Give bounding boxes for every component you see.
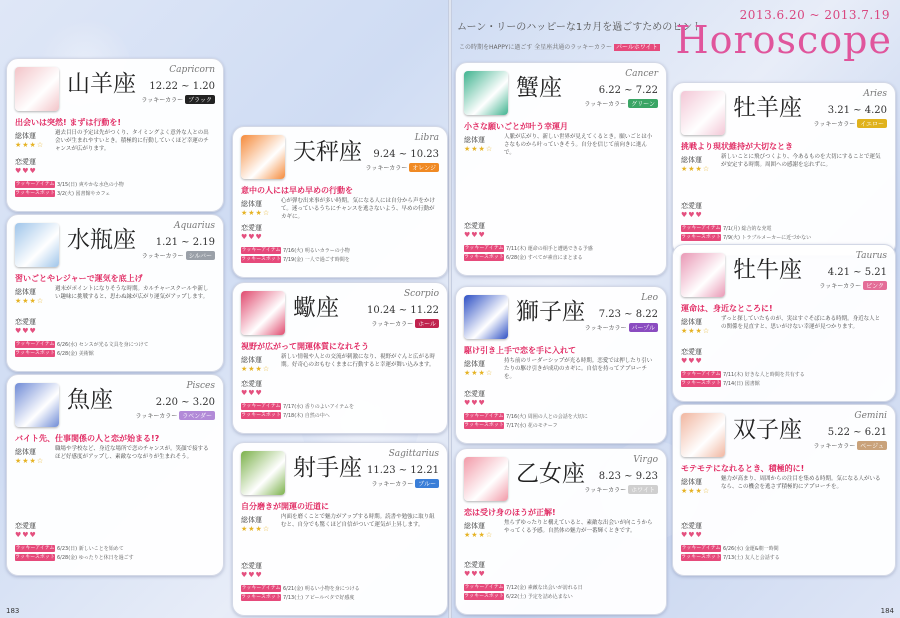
sign-image xyxy=(464,71,508,115)
page-title: Horoscope xyxy=(675,18,892,62)
love-rating: ♥♥♥ xyxy=(241,571,263,579)
lucky-color-badge: パープル xyxy=(629,323,658,332)
sign-reading: 焦らずゆったりと構えていると、素敵な出会いが向こうからやってくる予感。自然体の魅力が一番輝くときです。 xyxy=(504,520,653,534)
sign-name: 牡牛座 xyxy=(733,257,802,283)
lucky-spot-bar: ラッキースポット xyxy=(681,380,721,386)
love-label: 恋愛運 xyxy=(15,318,36,326)
sign-card-pisces xyxy=(6,374,224,576)
sign-reading: ずっと探していたものが、実はすぐそばにある時期。身近な人との関係を見直すと、思いがけない幸運が見つかります。 xyxy=(721,316,881,330)
overall-rating: ★★★☆ xyxy=(241,209,271,217)
sign-name: 天秤座 xyxy=(293,139,362,165)
lucky-day-2: 6/28(金) すべてが素直にまとまる xyxy=(506,255,583,261)
love-rating: ♥♥♥ xyxy=(464,399,486,407)
love-rating: ♥♥♥ xyxy=(15,327,37,335)
sign-reading: 心が弾む出来事が多い時期。気になる人には自分から声をかけて。迷っているうちにチャンスを逃さないよう、早めの行動がカギに。 xyxy=(281,198,436,220)
lucky-item-bar: ラッキーアイテム xyxy=(681,225,721,231)
lucky-color-label: ラッキーカラー xyxy=(135,413,178,420)
overall-rating: ★★★☆ xyxy=(681,487,711,495)
sign-headline: バイト先、仕事関係の人と恋が始まる!? xyxy=(15,434,160,443)
sign-image xyxy=(464,295,508,339)
sign-date-range: 11.23 ~ 12.21 xyxy=(367,465,439,476)
love-label: 恋愛運 xyxy=(464,561,485,569)
lucky-item-bar: ラッキーアイテム xyxy=(464,413,504,419)
sign-name: 双子座 xyxy=(733,417,802,443)
sign-date-range: 12.22 ~ 1.20 xyxy=(149,81,215,92)
sign-headline: 自分磨きが開運の近道に xyxy=(241,502,329,511)
sign-english-name: Aquarius xyxy=(173,221,215,231)
love-rating: ♥♥♥ xyxy=(241,389,263,397)
lucky-item-bar: ラッキーアイテム xyxy=(681,371,721,377)
love-label: 恋愛運 xyxy=(464,390,485,398)
sign-image xyxy=(241,451,285,495)
sign-name: 射手座 xyxy=(293,455,362,481)
sign-lucky-color xyxy=(141,95,215,104)
lucky-color-badge: シルバー xyxy=(186,251,215,260)
sign-reading: 新しい情報や人との交流が刺激になり、視野がぐんと広がる時期。好奇心のおもむくままに行動すると幸運が舞い込みます。 xyxy=(281,354,436,368)
love-rating: ♥♥♥ xyxy=(681,531,703,539)
lucky-color-label: ラッキーカラー xyxy=(371,321,414,328)
horoscope-header xyxy=(455,2,900,62)
sign-date-range: 1.21 ~ 2.19 xyxy=(155,237,215,248)
sign-english-name: Cancer xyxy=(625,69,658,79)
sign-date-range: 6.22 ~ 7.22 xyxy=(598,85,658,96)
love-label: 恋愛運 xyxy=(15,158,36,166)
overall-rating: ★★★☆ xyxy=(681,327,711,335)
lucky-item-bar: ラッキーアイテム xyxy=(241,247,281,253)
sign-card-libra xyxy=(232,126,448,278)
lucky-color-badge: グリーン xyxy=(628,99,658,108)
sign-date-range: 4.21 ~ 5.21 xyxy=(827,267,887,278)
lucky-color-badge: ホワイト xyxy=(628,485,658,494)
sign-lucky-color xyxy=(584,99,658,108)
sign-lucky-color xyxy=(813,119,887,128)
lucky-day-1: 6/26(水) センスが光る文具を身につけて xyxy=(57,342,149,348)
lucky-day-2: 3/2(火) 図書館やカフェ xyxy=(57,191,111,197)
overall-label: 総体運 xyxy=(464,136,485,144)
header-lucky-tag: パールホワイト xyxy=(615,44,658,51)
sign-name: 獅子座 xyxy=(516,299,585,325)
header-lucky-text: この時期をHAPPYに過ごす 全星座共通のラッキーカラー xyxy=(459,44,613,51)
lucky-spot-bar: ラッキースポット xyxy=(464,593,504,599)
overall-label: 総体運 xyxy=(681,156,702,164)
lucky-day-2: 7/19(金) 一人で過ごす時間を xyxy=(283,257,350,263)
sign-headline: 恋は受け身のほうが正解! xyxy=(464,508,556,517)
lucky-item-bar: ラッキーアイテム xyxy=(241,585,281,591)
sign-headline: 小さな願いごとが叶う幸運月 xyxy=(464,122,568,131)
sign-headline: 挑戦より現状維持が大切なとき xyxy=(681,142,793,151)
sign-english-name: Capricorn xyxy=(169,65,215,75)
lucky-item-bar: ラッキーアイテム xyxy=(241,403,281,409)
sign-lucky-color xyxy=(366,163,439,172)
lucky-item-bar: ラッキーアイテム xyxy=(15,545,55,551)
sign-english-name: Taurus xyxy=(855,251,887,261)
lucky-day-2: 6/22(土) 予定を詰め込まない xyxy=(506,594,573,600)
lucky-item-bar: ラッキーアイテム xyxy=(15,341,55,347)
lucky-spot-bar: ラッキースポット xyxy=(15,190,55,196)
sign-date-range: 10.24 ~ 11.22 xyxy=(367,305,439,316)
overall-rating: ★★★☆ xyxy=(241,525,271,533)
lucky-spot-bar: ラッキースポット xyxy=(15,350,55,356)
overall-label: 総体運 xyxy=(464,360,485,368)
lucky-color-label: ラッキーカラー xyxy=(141,97,184,104)
lucky-day-1: 7/1(月) 総合的な充電 xyxy=(723,226,772,232)
lucky-spot-bar: ラッキースポット xyxy=(15,554,55,560)
lucky-spot-bar: ラッキースポット xyxy=(241,412,281,418)
love-label: 恋愛運 xyxy=(241,224,262,232)
overall-label: 総体運 xyxy=(241,516,262,524)
lucky-color-badge: ホール xyxy=(415,319,439,328)
sign-english-name: Sagittarius xyxy=(388,449,439,459)
lucky-day-2: 7/17(水) 花のモチーフ xyxy=(506,423,558,429)
lucky-color-badge: ピンク xyxy=(863,281,887,290)
sign-card-virgo xyxy=(455,448,667,615)
sign-english-name: Scorpio xyxy=(404,289,439,299)
lucky-day-1: 6/26(水) 金運&朝一時間 xyxy=(723,546,779,552)
sign-image xyxy=(15,67,59,111)
love-rating: ♥♥♥ xyxy=(15,167,37,175)
lucky-day-1: 7/16(火) 周囲の人との会話を大切に xyxy=(506,414,588,420)
lucky-spot-bar: ラッキースポット xyxy=(681,234,721,240)
sign-date-range: 8.23 ~ 9.23 xyxy=(598,471,658,482)
lucky-day-2: 7/9(火) トラブルメーカーに近づかない xyxy=(723,235,812,241)
sign-reading: 内面を磨くことで魅力がアップする時期。読書や勉強に取り組むと、自分でも驚くほど自信がついて運気が上昇します。 xyxy=(281,514,435,528)
lucky-color-label: ラッキーカラー xyxy=(584,101,627,108)
love-label: 恋愛運 xyxy=(464,222,485,230)
sign-lucky-color xyxy=(135,411,215,420)
overall-rating: ★★★☆ xyxy=(15,297,45,305)
sign-lucky-color xyxy=(584,485,658,494)
sign-card-capricorn xyxy=(6,58,224,212)
lucky-item-bar: ラッキーアイテム xyxy=(464,245,504,251)
issue-dates: 2013.6.20 ~ 2013.7.19 xyxy=(739,8,890,22)
lucky-day-1: 6/23(日) 新しいことを始めて xyxy=(57,546,124,552)
love-rating: ♥♥♥ xyxy=(464,570,486,578)
lucky-color-label: ラッキーカラー xyxy=(141,253,184,260)
header-common-lucky xyxy=(459,42,660,51)
overall-rating: ★★★☆ xyxy=(15,457,45,465)
love-label: 恋愛運 xyxy=(241,562,262,570)
sign-english-name: Aries xyxy=(863,89,887,99)
sign-lucky-color xyxy=(819,281,887,290)
sign-name: 山羊座 xyxy=(67,71,136,97)
lucky-day-2: 7/18(木) 自然の中へ xyxy=(283,413,330,419)
sign-lucky-color xyxy=(585,323,658,332)
lucky-spot-bar: ラッキースポット xyxy=(464,254,504,260)
love-rating: ♥♥♥ xyxy=(681,211,703,219)
sign-headline: 出会いは突然! まずは行動を! xyxy=(15,118,122,127)
sign-reading: 週末がポイントになりそうな時期。カルチャースクールや新しい趣味に挑戦すると、思わぬ縁が広がり運気がアップします。 xyxy=(55,286,209,300)
sign-name: 蟹座 xyxy=(516,75,562,101)
lucky-day-2: 6/28(金) 美術館 xyxy=(57,351,94,357)
lucky-day-1: 7/11(木) 好きな人と時間を共有する xyxy=(723,372,805,378)
sign-image xyxy=(15,383,59,427)
love-rating: ♥♥♥ xyxy=(241,233,263,241)
sign-headline: モテモテになれるとき、積極的に! xyxy=(681,464,805,473)
overall-rating: ★★★☆ xyxy=(241,365,271,373)
love-label: 恋愛運 xyxy=(15,522,36,530)
lucky-color-badge: ラベンダー xyxy=(179,411,215,420)
overall-rating: ★★★☆ xyxy=(464,369,494,377)
sign-headline: 視野が広がって開運体質になれそう xyxy=(241,342,369,351)
overall-label: 総体運 xyxy=(15,448,36,456)
sign-reading: 過去目日の予定は先がつくり、タイミングよく意外な人との出会いが生まれやすいとき。積極的に行動していくほど幸運のチャンスが広がります。 xyxy=(55,130,209,152)
lucky-color-badge: イエロー xyxy=(857,119,887,128)
sign-name: 魚座 xyxy=(67,387,113,413)
overall-rating: ★★★☆ xyxy=(464,145,494,153)
sign-card-scorpio xyxy=(232,282,448,434)
lucky-item-bar: ラッキーアイテム xyxy=(464,584,504,590)
sign-card-aquarius xyxy=(6,214,224,372)
overall-rating: ★★★☆ xyxy=(681,165,711,173)
sign-name: 牡羊座 xyxy=(733,95,802,121)
lucky-color-label: ラッキーカラー xyxy=(365,165,408,172)
lucky-day-1: 3/15(日) 爽やかな水色の小物 xyxy=(57,182,124,188)
lucky-day-2: 7/14(日) 図書館 xyxy=(723,381,760,387)
sign-card-gemini xyxy=(672,404,896,576)
lucky-color-badge: ブラック xyxy=(185,95,215,104)
lucky-day-2: 7/13(土) 友人と会話する xyxy=(723,555,780,561)
love-label: 恋愛運 xyxy=(681,348,702,356)
sign-date-range: 9.24 ~ 10.23 xyxy=(373,149,439,160)
sign-name: 水瓶座 xyxy=(67,227,136,253)
overall-rating: ★★★☆ xyxy=(15,141,45,149)
lucky-item-bar: ラッキーアイテム xyxy=(681,545,721,551)
header-tagline: ムーン・リーのハッピーな1カ月を過ごすためのヒント xyxy=(457,22,703,33)
lucky-color-label: ラッキーカラー xyxy=(813,443,856,450)
overall-label: 総体運 xyxy=(241,356,262,364)
lucky-day-1: 7/12(金) 素敵な出会いが訪れる日 xyxy=(506,585,583,591)
love-rating: ♥♥♥ xyxy=(464,231,486,239)
sign-date-range: 2.20 ~ 3.20 xyxy=(155,397,215,408)
lucky-color-badge: オレンジ xyxy=(409,163,439,172)
sign-english-name: Virgo xyxy=(633,455,658,465)
sign-reading: 職場や学校など、身近な場所で恋のチャンスが。笑顔で接するほど好感度がアップし、素敵なつながりが生まれそう。 xyxy=(55,446,209,460)
lucky-day-1: 7/16(火) 明るいカラーの小物 xyxy=(283,248,350,254)
sign-name: 蠍座 xyxy=(293,295,339,321)
lucky-spot-bar: ラッキースポット xyxy=(241,594,281,600)
sign-headline: 運命は、身近なところに! xyxy=(681,304,773,313)
lucky-item-bar: ラッキーアイテム xyxy=(15,181,55,187)
lucky-color-label: ラッキーカラー xyxy=(584,325,627,332)
sign-english-name: Libra xyxy=(414,133,439,143)
sign-lucky-color xyxy=(142,251,215,260)
sign-date-range: 3.21 ~ 4.20 xyxy=(827,105,887,116)
love-label: 恋愛運 xyxy=(241,380,262,388)
overall-label: 総体運 xyxy=(681,478,702,486)
sign-english-name: Gemini xyxy=(854,411,887,421)
sign-image xyxy=(464,457,508,501)
sign-image xyxy=(681,413,725,457)
sign-image xyxy=(241,135,285,179)
overall-label: 総体運 xyxy=(15,132,36,140)
sign-english-name: Leo xyxy=(641,293,658,303)
page-number-right: 184 xyxy=(880,607,894,615)
overall-label: 総体運 xyxy=(464,522,485,530)
sign-card-sagittarius xyxy=(232,442,448,616)
lucky-color-badge: ベージュ xyxy=(857,441,887,450)
sign-card-taurus xyxy=(672,244,896,402)
sign-lucky-color xyxy=(371,479,439,488)
overall-label: 総体運 xyxy=(241,200,262,208)
sign-reading: 人脈が広がり、新しい世界が見えてくるとき。願いごとは小さなものから叶っていきそう。自分を信じて前向きに進んで。 xyxy=(504,134,653,156)
page-number-left: 183 xyxy=(6,607,20,615)
sign-lucky-color xyxy=(371,319,439,328)
lucky-color-label: ラッキーカラー xyxy=(813,121,856,128)
sign-image xyxy=(241,291,285,335)
sign-date-range: 5.22 ~ 6.21 xyxy=(827,427,887,438)
sign-lucky-color xyxy=(813,441,887,450)
lucky-color-label: ラッキーカラー xyxy=(371,481,414,488)
lucky-day-2: 6/28(金) ゆったりと休日を過ごす xyxy=(57,555,134,561)
sign-name: 乙女座 xyxy=(516,461,585,487)
sign-reading: 新しいことに飛びつくより、今あるものを大切にすることで運気が安定する時期。周囲への感謝を忘れずに。 xyxy=(721,154,881,168)
overall-rating: ★★★☆ xyxy=(464,531,494,539)
sign-card-aries xyxy=(672,82,896,256)
sign-reading: 持ち前のリーダーシップが光る時期。恋愛では押したり引いたりの駆け引きが成功のカギに。自信を持ってアプローチを。 xyxy=(504,358,653,380)
love-label: 恋愛運 xyxy=(681,202,702,210)
sign-english-name: Pisces xyxy=(186,381,215,391)
sign-card-cancer xyxy=(455,62,667,276)
lucky-day-1: 6/21(金) 明るい小物を身につける xyxy=(283,586,360,592)
lucky-color-label: ラッキーカラー xyxy=(584,487,627,494)
lucky-spot-bar: ラッキースポット xyxy=(681,554,721,560)
sign-headline: 駆け引き上手で恋を手に入れて xyxy=(464,346,576,355)
sign-card-leo xyxy=(455,286,667,444)
lucky-color-badge: ブルー xyxy=(415,479,439,488)
love-rating: ♥♥♥ xyxy=(15,531,37,539)
sign-headline: 習いごとやレジャーで運気を底上げ xyxy=(15,274,143,283)
sign-image xyxy=(681,91,725,135)
lucky-spot-bar: ラッキースポット xyxy=(241,256,281,262)
overall-label: 総体運 xyxy=(681,318,702,326)
lucky-day-1: 7/17(水) 香りのよいアイテムを xyxy=(283,404,355,410)
love-label: 恋愛運 xyxy=(681,522,702,530)
sign-image xyxy=(15,223,59,267)
sign-image xyxy=(681,253,725,297)
lucky-day-2: 7/13(土) アピールベタで好感度 xyxy=(283,595,355,601)
overall-label: 総体運 xyxy=(15,288,36,296)
page-gutter xyxy=(448,0,452,618)
sign-reading: 魅力が高まり、周囲からの注目を集める時期。気になる人がいるなら、この機会を逃さず積極的にアプローチを。 xyxy=(721,476,881,490)
lucky-spot-bar: ラッキースポット xyxy=(464,422,504,428)
sign-date-range: 7.23 ~ 8.22 xyxy=(598,309,658,320)
lucky-color-label: ラッキーカラー xyxy=(819,283,862,290)
lucky-day-1: 7/11(木) 運命の相手と遭遇できる予感 xyxy=(506,246,593,252)
love-rating: ♥♥♥ xyxy=(681,357,703,365)
sign-headline: 意中の人には早め早めの行動を xyxy=(241,186,353,195)
